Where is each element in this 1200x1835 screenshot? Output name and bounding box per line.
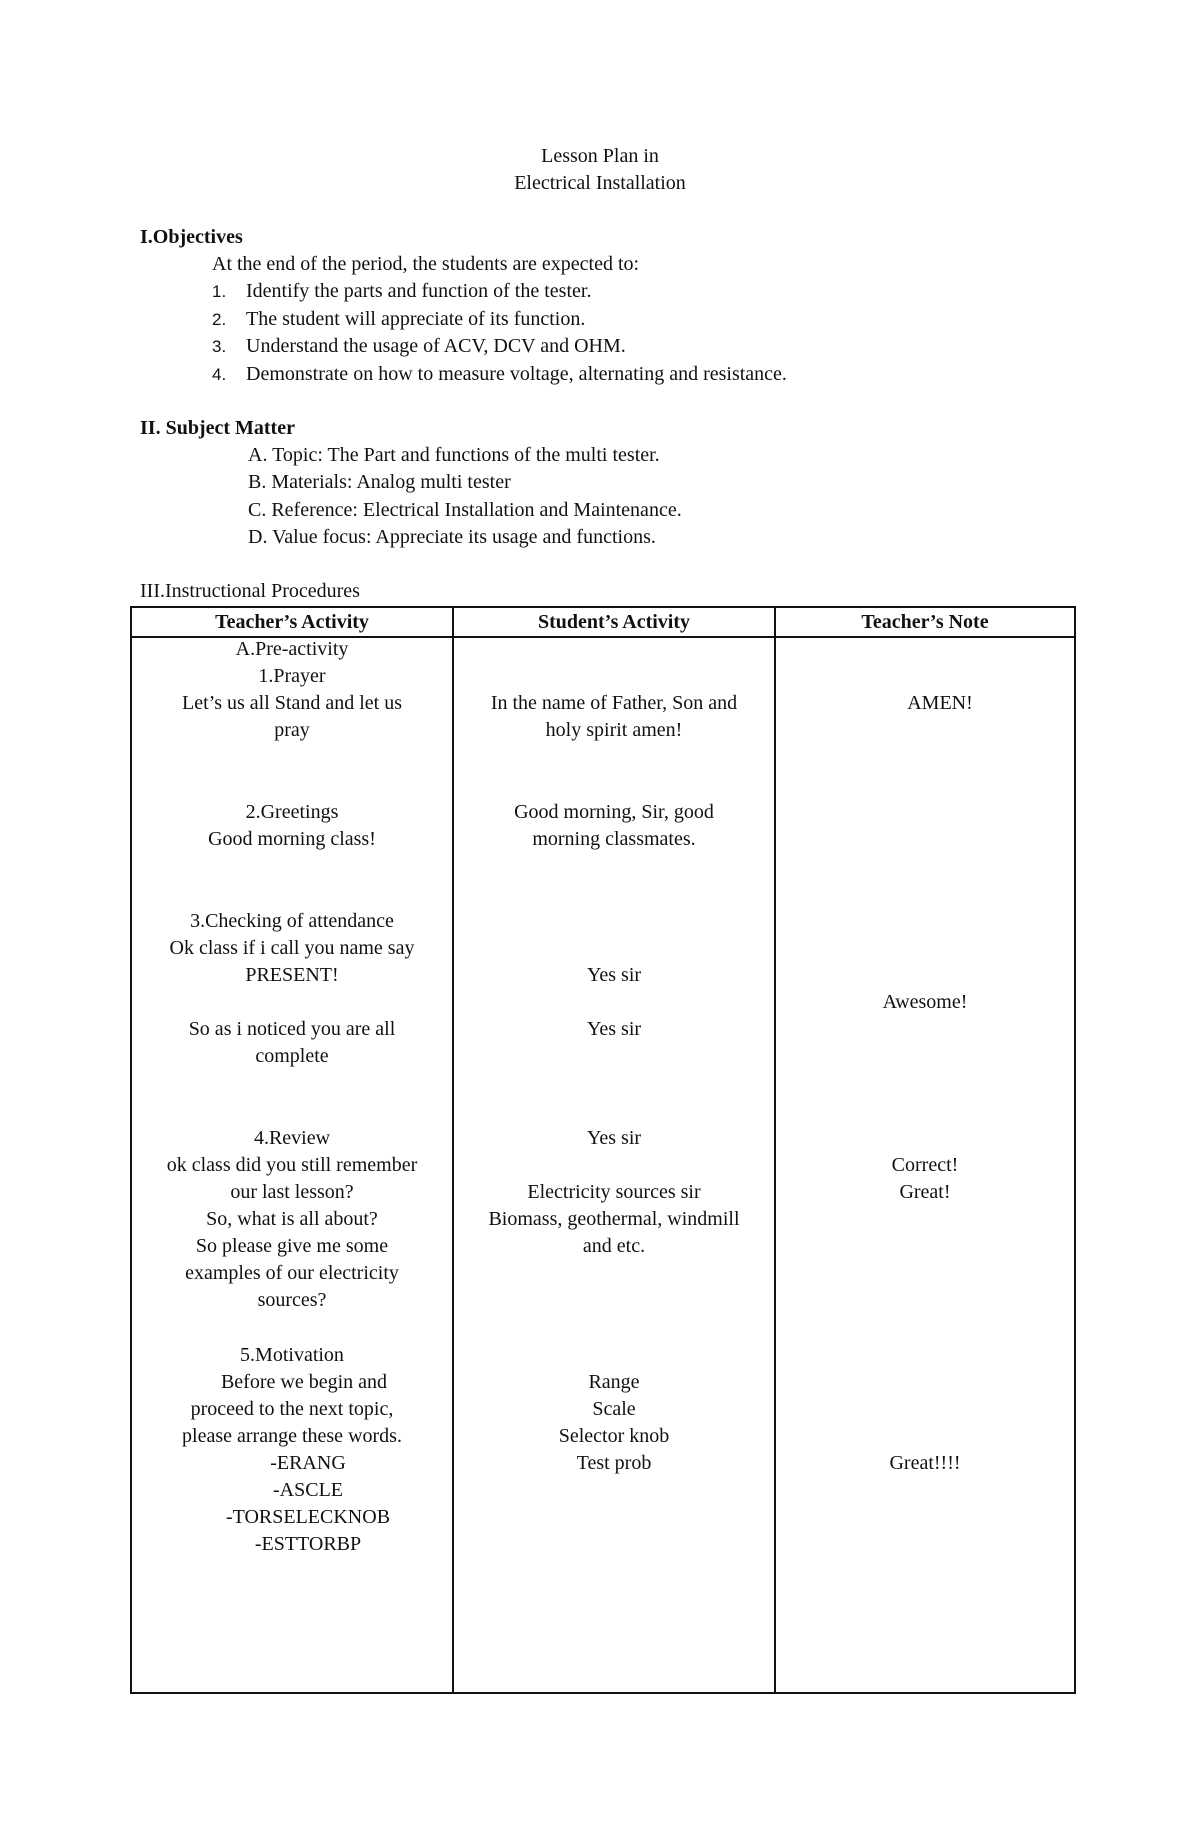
teacher-line: Good morning class!: [208, 828, 376, 850]
teacher-line: -ASCLE: [273, 1479, 343, 1501]
student-line: Yes sir: [586, 1018, 642, 1040]
student-line: In the name of Father, Son and: [490, 692, 738, 714]
objective-item: [212, 278, 591, 305]
column-divider: [774, 608, 776, 1692]
teacher-line: Before we begin and: [220, 1371, 388, 1393]
teacher-line: A.Pre-activity: [235, 638, 349, 660]
teacher-line: So, what is all about?: [206, 1208, 378, 1230]
objectives-heading: I.Objectives: [140, 226, 243, 248]
student-line: holy spirit amen!: [545, 719, 683, 741]
teacher-line: our last lesson?: [230, 1181, 354, 1203]
teacher-line: 2.Greetings: [245, 801, 339, 823]
teacher-line: So please give me some: [195, 1235, 389, 1257]
procedures-heading: III.Instructional Procedures: [140, 580, 360, 602]
objective-number: 2.: [212, 310, 227, 329]
objective-number: 1.: [212, 282, 227, 301]
teacher-note: Great!: [899, 1181, 951, 1203]
column-header-teacher-activity: Teacher’s Activity: [215, 611, 369, 633]
student-line: Range: [588, 1371, 640, 1393]
objective-text: Understand the usage of ACV, DCV and OHM.: [246, 335, 626, 357]
teacher-line: Let’s us all Stand and let us: [182, 692, 402, 714]
student-line: Good morning, Sir, good: [514, 801, 714, 823]
teacher-line: So as i noticed you are all: [188, 1018, 396, 1040]
teacher-line: 4.Review: [253, 1127, 331, 1149]
subject-matter-item: C. Reference: Electrical Installation and Maintenance.: [248, 499, 682, 521]
teacher-line: please arrange these words.: [182, 1425, 402, 1447]
teacher-line: 5.Motivation: [240, 1344, 344, 1366]
teacher-line: 1.Prayer: [258, 665, 326, 687]
teacher-line: -TORSELECKNOB: [225, 1506, 391, 1528]
objective-number: 3.: [212, 337, 227, 356]
student-line: and etc.: [582, 1235, 646, 1257]
teacher-note: Great!!!!: [889, 1452, 961, 1474]
teacher-line: -ERANG: [270, 1452, 346, 1474]
column-header-student-activity: Student’s Activity: [537, 611, 691, 633]
objective-item: [212, 361, 787, 388]
column-header-teacher-note: Teacher’s Note: [861, 611, 989, 633]
student-line: Biomass, geothermal, windmill: [488, 1208, 740, 1230]
student-line: Scale: [592, 1398, 636, 1420]
teacher-line: PRESENT!: [245, 964, 339, 986]
teacher-line: examples of our electricity: [185, 1262, 399, 1284]
subject-matter-heading: II. Subject Matter: [140, 417, 295, 439]
student-line: Electricity sources sir: [527, 1181, 701, 1203]
teacher-line: 3.Checking of attendance: [190, 910, 394, 932]
teacher-line: sources?: [257, 1289, 327, 1311]
student-line: Selector knob: [558, 1425, 670, 1447]
teacher-note: Awesome!: [882, 991, 968, 1013]
teacher-note: AMEN!: [907, 692, 973, 714]
teacher-note: Correct!: [891, 1154, 959, 1176]
subject-matter-item: B. Materials: Analog multi tester: [248, 471, 511, 493]
objective-item: [212, 306, 585, 333]
student-line: Yes sir: [586, 1127, 642, 1149]
procedures-table: [130, 606, 1076, 1694]
subject-matter-item: A. Topic: The Part and functions of the multi tester.: [248, 444, 660, 466]
objective-text: Identify the parts and function of the tester.: [246, 280, 592, 302]
doc-title: Lesson Plan in: [541, 145, 659, 167]
objective-number: 4.: [212, 365, 227, 384]
student-line: Yes sir: [586, 964, 642, 986]
teacher-line: -ESTTORBP: [254, 1533, 362, 1555]
subject-matter-item: D. Value focus: Appreciate its usage and functions.: [248, 526, 656, 548]
objectives-intro: At the end of the period, the students are expected to:: [212, 253, 640, 275]
teacher-line: complete: [255, 1045, 329, 1067]
teacher-line: proceed to the next topic,: [190, 1398, 394, 1420]
student-line: morning classmates.: [532, 828, 696, 850]
objective-text: The student will appreciate of its function.: [246, 308, 586, 330]
teacher-line: Ok class if i call you name say: [169, 937, 415, 959]
objective-text: Demonstrate on how to measure voltage, alternating and resistance.: [246, 363, 787, 385]
objective-item: [212, 333, 626, 360]
student-line: Test prob: [576, 1452, 652, 1474]
teacher-line: pray: [274, 719, 310, 741]
doc-subtitle: Electrical Installation: [514, 172, 686, 194]
teacher-line: ok class did you still remember: [166, 1154, 418, 1176]
